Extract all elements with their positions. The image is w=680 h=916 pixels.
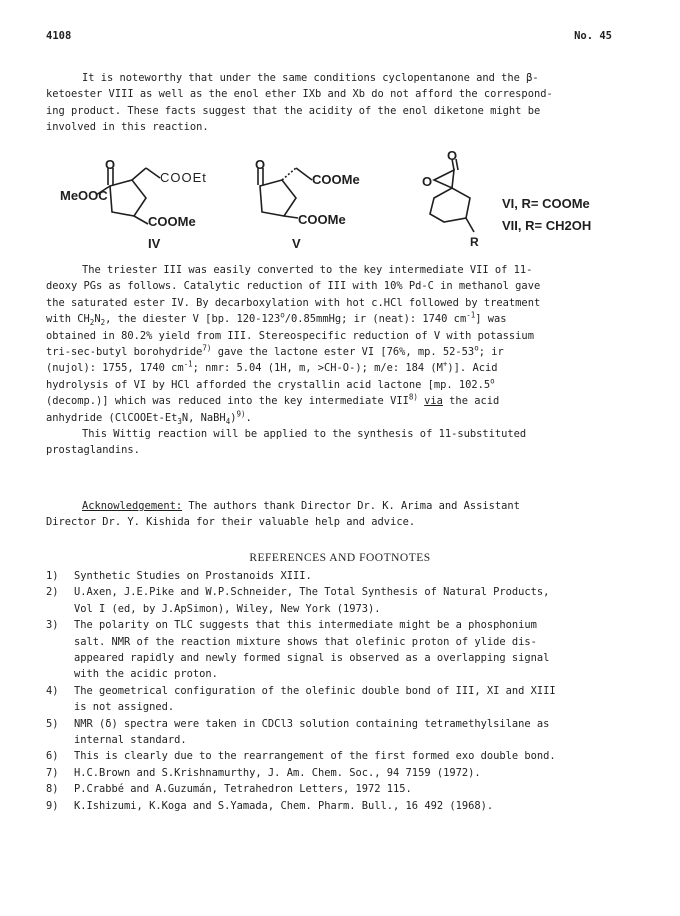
text: ; ir [478, 346, 504, 359]
body-line [46, 410, 634, 426]
reference-text [74, 716, 636, 749]
reference-line: Synthetic Studies on Prostanoids XIII. [74, 570, 312, 582]
reference-line: internal standard. [74, 734, 187, 747]
reference-number: 1) [46, 570, 59, 582]
v-ester-bottom: COOMe [298, 212, 346, 227]
reference-item [46, 765, 636, 781]
body-line: The triester III was easily converted to the key intermediate VII of 11- [82, 264, 533, 276]
body-paragraph [46, 262, 634, 459]
subscript: 4 [225, 416, 231, 426]
reference-item [46, 568, 636, 584]
body-line [46, 360, 634, 376]
reference-number: 3) [46, 619, 59, 632]
superscript: -1 [183, 359, 193, 369]
superscript: o [474, 343, 479, 353]
subscript: 3 [177, 416, 182, 426]
iv-ester-top: COOEt [160, 170, 207, 185]
v-label: V [292, 236, 301, 251]
text: N [94, 313, 101, 326]
text: tri-sec-butyl borohydride [46, 346, 203, 359]
text: )]. Acid [447, 362, 498, 375]
ack-label: Acknowledgement: [82, 500, 183, 512]
lactone-ring-oxygen: O [422, 174, 433, 189]
page-number: 4108 [46, 30, 72, 42]
reference-item [46, 798, 636, 814]
text: /0.85mmHg; ir (neat): 1740 cm [284, 313, 467, 326]
vii-definition: VII, R= CH2OH [502, 218, 592, 233]
lactone-ring [430, 188, 470, 222]
reference-text [74, 568, 636, 584]
reference-number: 8) [46, 783, 59, 796]
text: . [245, 411, 252, 424]
text: ) [230, 411, 237, 424]
reference-line: NMR (δ) spectra were taken in CDCl3 solution containing tetramethylsilane as [74, 717, 550, 730]
reference-text [74, 617, 636, 683]
lactone-bond [466, 218, 474, 232]
text: with CH [46, 313, 90, 326]
structures-svg [60, 148, 660, 256]
reference-text [74, 748, 636, 764]
reference-number: 9) [46, 799, 59, 812]
reference-line: salt. NMR of the reaction mixture shows that olefinic proton of ylide dis- [74, 635, 537, 648]
footnote-ref: 7) [202, 343, 212, 353]
text: ; nmr: 5.04 (1H, m, >CH-O-); m/e: 184 (M [192, 362, 443, 375]
superscript: + [442, 359, 448, 369]
reference-number: 7) [46, 766, 59, 779]
text: hydrolysis of VI by HCl afforded the crystallin acid lactone [mp. 102.5 [46, 378, 491, 391]
v-ester-top: COOMe [312, 172, 360, 187]
reference-line: is not assigned. [74, 701, 175, 714]
reference-line: The geometrical configuration of the olefinic double bond of III, XI and XIII [74, 684, 556, 697]
reference-line: H.C.Brown and S.Krishnamurthy, J. Am. Chem. Soc., 94 7159 (1972). [74, 766, 481, 779]
reference-line: K.Ishizumi, K.Koga and S.Yamada, Chem. Pharm. Bull., 16 492 (1968). [74, 799, 494, 812]
ack-line: Director Dr. Y. Kishida for their valuable help and advice. [46, 516, 416, 529]
reference-line: The polarity on TLC suggests that this intermediate might be a phosphonium [74, 619, 537, 632]
reference-item [46, 683, 636, 716]
reference-text [74, 781, 636, 797]
reference-text [74, 798, 636, 814]
intro-line: involved in this reaction. [46, 121, 209, 134]
subscript: 2 [100, 318, 106, 328]
chemical-structures [60, 148, 660, 256]
iv-bond [132, 168, 146, 180]
reference-number: 2) [46, 586, 59, 599]
iv-bond [134, 216, 148, 224]
lactone-r: R [470, 235, 479, 249]
iv-oxygen: O [105, 157, 116, 172]
reference-item [46, 781, 636, 797]
body-line [46, 393, 634, 409]
journal-issue: No. 45 [574, 30, 612, 42]
body-line: obtained in 80.2% yield from III. Stereospecific reduction of V with potassium [46, 329, 534, 342]
reference-line: with the acidic proton. [74, 668, 218, 681]
lactone-carbonyl-oxygen: O [447, 148, 458, 163]
body-line [46, 377, 634, 393]
reference-text [74, 683, 636, 716]
v-bond [296, 168, 312, 180]
reference-line: P.Crabbé and A.Guzumán, Tetrahedron Letters, 1972 115. [74, 783, 412, 796]
reference-line: appeared rapidly and newly formed signal is observed as a overlapping signal [74, 652, 550, 665]
text: , the diester V [bp. 120-123 [105, 313, 281, 326]
iv-ester-bottom: COOMe [148, 214, 196, 229]
lactone-bridge [434, 170, 454, 188]
reference-item [46, 617, 636, 683]
text: the acid [442, 395, 500, 408]
iv-bond [146, 168, 160, 178]
iv-ring [110, 180, 146, 216]
reference-item [46, 748, 636, 764]
superscript: -1 [466, 310, 476, 320]
text: anhydride (ClCOOEt-Et [46, 411, 178, 424]
intro-line: ketoester VIII as well as the enol ether IXb and Xb do not afford the correspond- [46, 88, 553, 101]
reference-line: U.Axen, J.E.Pike and W.P.Schneider, The Total Synthesis of Natural Products, [74, 586, 550, 599]
iv-label: IV [148, 236, 161, 251]
reference-item [46, 584, 636, 617]
v-bond [282, 168, 296, 180]
body-line: prostaglandins. [46, 444, 140, 457]
text: N, NaBH [181, 411, 226, 424]
references-title: REFERENCES AND FOOTNOTES [249, 552, 431, 564]
footnote-ref: 9) [236, 409, 246, 419]
v-bond [284, 216, 298, 218]
reference-number: 6) [46, 750, 59, 763]
reference-line: Vol I (ed, by J.ApSimon), Wiley, New York (1973). [74, 602, 381, 615]
v-ring [260, 180, 296, 216]
superscript: o [280, 310, 285, 320]
text: (decomp.)] which was reduced into the key intermediate VII [46, 395, 409, 408]
reference-number: 5) [46, 717, 59, 730]
v-oxygen: O [255, 157, 266, 172]
ack-text: The authors thank Director Dr. K. Arima and Assistant [182, 500, 520, 512]
reference-number: 4) [46, 684, 59, 697]
footnote-ref: 8) [408, 392, 418, 402]
intro-line: ing product. These facts suggest that the acidity of the enol diketone might be [46, 104, 541, 117]
reference-line: This is clearly due to the rearrangement of the first formed exo double bond. [74, 750, 556, 763]
text: gave the lactone ester VI [76%, mp. 52-53 [211, 346, 475, 359]
intro-paragraph [46, 70, 634, 136]
text: (nujol): 1755, 1740 cm [46, 362, 184, 375]
body-line [46, 344, 634, 360]
text: ] was [475, 313, 507, 326]
underlined-text: via [424, 395, 443, 408]
ack-line [46, 498, 634, 514]
body-line: deoxy PGs as follows. Catalytic reduction of III with 10% Pd-C in methanol gave [46, 280, 541, 293]
body-line: This Wittig reaction will be applied to the synthesis of 11-substituted [82, 428, 527, 441]
reference-item [46, 716, 636, 749]
subscript: 2 [89, 318, 95, 328]
vi-definition: VI, R= COOMe [502, 196, 590, 211]
superscript: o [490, 376, 495, 386]
iv-ester-left: MeOOC [60, 188, 108, 203]
references-list [46, 568, 636, 814]
reference-text [74, 584, 636, 617]
reference-text [74, 765, 636, 781]
intro-line: It is noteworthy that under the same conditions cyclopentanone and the β- [82, 72, 539, 84]
body-line [46, 311, 634, 327]
body-line: the saturated ester IV. By decarboxylation with hot c.HCl followed by treatment [46, 296, 541, 309]
acknowledgement [46, 498, 634, 531]
